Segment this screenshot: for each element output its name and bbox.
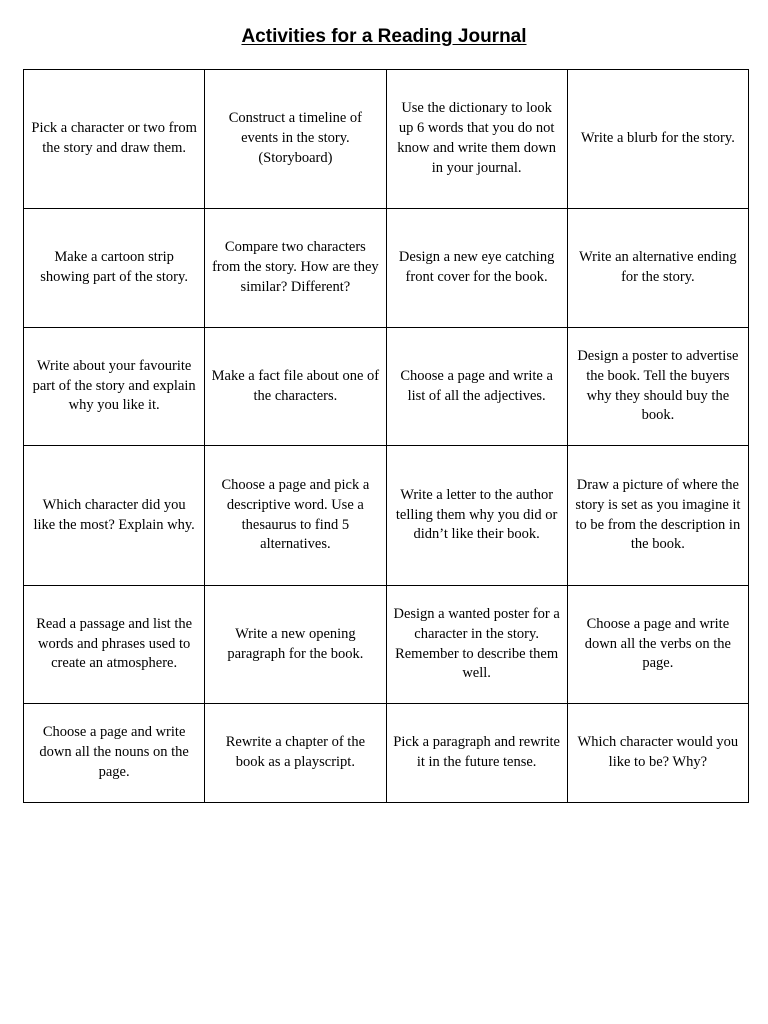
activity-cell: Design a poster to advertise the book. Tell the buyers why they should buy the book. [567,328,748,446]
activity-cell: Design a new eye catching front cover for the book. [386,209,567,328]
activity-cell: Write a new opening paragraph for the book. [205,586,386,704]
activity-cell: Construct a timeline of events in the story. (Storyboard) [205,70,386,209]
activity-grid [23,69,749,803]
activity-cell: Choose a page and write down all the verbs on the page. [567,586,748,704]
activity-cell: Which character would you like to be? Why? [567,704,748,803]
table-row [24,209,749,328]
activity-cell: Make a cartoon strip showing part of the story. [24,209,205,328]
activity-cell: Write a letter to the author telling them why you did or didn’t like their book. [386,446,567,586]
table-row [24,70,749,209]
table-row [24,704,749,803]
activity-cell: Design a wanted poster for a character in the story. Remember to describe them well. [386,586,567,704]
activity-cell: Choose a page and pick a descriptive word. Use a thesaurus to find 5 alternatives. [205,446,386,586]
activity-cell: Read a passage and list the words and phrases used to create an atmosphere. [24,586,205,704]
activity-cell: Rewrite a chapter of the book as a playscript. [205,704,386,803]
table-row [24,446,749,586]
activity-cell: Write about your favourite part of the story and explain why you like it. [24,328,205,446]
page-title: Activities for a Reading Journal [241,26,527,47]
activity-cell: Make a fact file about one of the characters. [205,328,386,446]
table-row [24,586,749,704]
activity-cell: Compare two characters from the story. How are they similar? Different? [205,209,386,328]
activity-cell: Write a blurb for the story. [567,70,748,209]
table-row [24,328,749,446]
activity-cell: Write an alternative ending for the story. [567,209,748,328]
activity-cell: Pick a character or two from the story and draw them. [24,70,205,209]
activity-cell: Choose a page and write down all the nouns on the page. [24,704,205,803]
activity-cell: Choose a page and write a list of all the adjectives. [386,328,567,446]
activity-cell: Use the dictionary to look up 6 words that you do not know and write them down in your journal. [386,70,567,209]
activity-cell: Draw a picture of where the story is set as you imagine it to be from the description in the book. [567,446,748,586]
activity-cell: Which character did you like the most? Explain why. [24,446,205,586]
activity-cell: Pick a paragraph and rewrite it in the future tense. [386,704,567,803]
